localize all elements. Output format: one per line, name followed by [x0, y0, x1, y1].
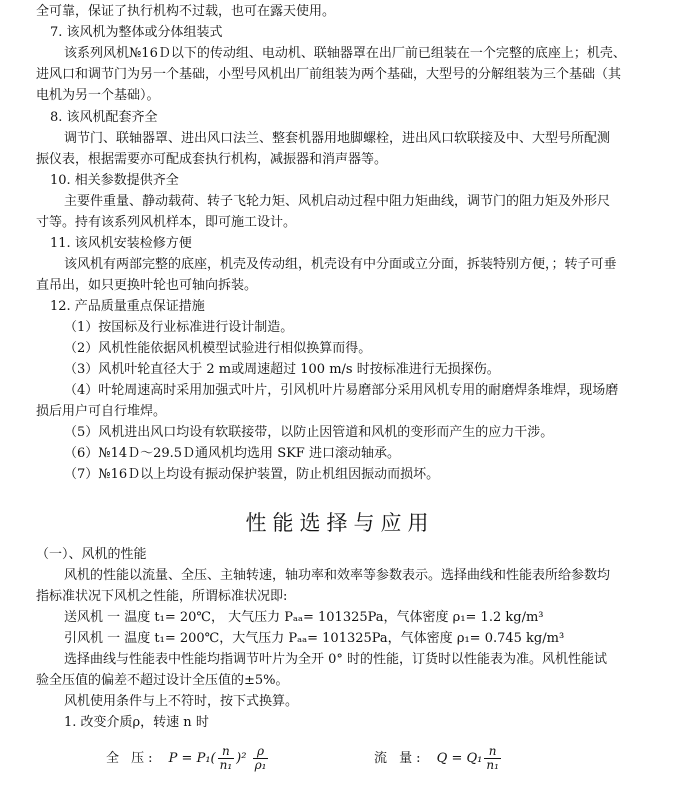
formula-flow-q1: Q₁ [466, 751, 483, 766]
formula-pressure-density-ratio: $\frac{\rho}{\text{ρ₁}}$ [254, 744, 267, 772]
formula-pressure-speed-ratio: $\frac{n}{\text{n₁}}$ [219, 744, 233, 772]
text-line: （5）风机进出风口均设有软联接带，以防止因管道和风机的变形而产生的应力干涉。 [64, 425, 554, 440]
text-line: 风机使用条件与上不符时，按下式换算。 [64, 694, 299, 709]
text-line: 直吊出，如只更换叶轮也可轴向拆装。 [36, 278, 258, 293]
text-line: （一）、风机的性能 [36, 547, 147, 562]
text-line: 1. 改变介质ρ，转速 n 时 [64, 715, 209, 730]
formula-flow-label: 流 量: [374, 751, 425, 766]
text-line: 选择曲线与性能表中性能均指调节叶片为全开 0° 时的性能，订货时以性能表为准。风机性能试 [64, 652, 608, 667]
formula-pressure-p1: P₁( [196, 751, 216, 766]
text-line: （1）按国标及行业标准进行设计制造。 [64, 320, 294, 335]
text-line: （3）风机叶轮直径大于 2 m或周速超过 100 m/s 时按标准进行无损探伤。 [64, 362, 500, 377]
text-line: 寸等。持有该系列风机样本，即可施工设计。 [36, 215, 297, 230]
text-line: 电机为另一个基础）。 [36, 88, 160, 103]
text-line: （7）№16Ｄ以上均设有振动保护装置，防止机组因振动而损坏。 [64, 467, 440, 482]
text-line: 主要件重量、静动载荷、转子飞轮力矩、风机启动过程中阻力矩曲线，调节门的阻力矩及外形尺 [64, 194, 611, 209]
formula-pressure-label: 全 压: [106, 751, 157, 766]
text-line: 指标准状况下风机之性能，所谓标准状况即: [36, 589, 288, 604]
text-line: （4）叶轮周速高时采用加强式叶片，引风机叶片易磨部分采用风机专用的耐磨焊条堆焊，现场磨 [64, 383, 619, 398]
formula-pressure [106, 745, 270, 772]
text-line: 全可靠，保证了执行机构不过载，也可在露天使用。 [36, 4, 336, 19]
text-line: 7. 该风机为整体或分体组装式 [50, 25, 223, 40]
text-line: （2）风机性能依据风机模型试验进行相似换算而得。 [64, 341, 372, 356]
text-line: 振仪表，根据需要亦可配成套执行机构，减振器和消声器等。 [36, 152, 388, 167]
text-line: （6）№14Ｄ～29.5Ｄ通风机均选用 SKF 进口滚动轴承。 [64, 446, 400, 461]
text-line: 11. 该风机安装检修方便 [50, 236, 192, 251]
text-line: 该系列风机№16Ｄ以下的传动组、电动机、联轴器罩在出厂前已组装在一个完整的底座上；机壳、 [64, 46, 626, 61]
section-title: 性能选择与应用 [245, 511, 435, 535]
text-line: 风机的性能以流量、全压、主轴转速，轴功率和效率等参数表示。选择曲线和性能表所给参数均 [64, 568, 611, 583]
text-line: 进风口和调节门为另一个基础，小型号风机出厂前组装为两个基础，大型号的分解组装为三个基础（其 [36, 67, 622, 82]
text-line: 验全压值的偏差不超过设计全压值的±5%。 [36, 673, 289, 688]
text-line: 损后用户可自行堆焊。 [36, 404, 167, 419]
text-line: 12. 产品质量重点保证措施 [50, 299, 205, 314]
formula-flow-lhs: Q = [436, 751, 463, 766]
formula-flow [374, 745, 503, 772]
text-line: 8. 该风机配套齐全 [50, 110, 158, 125]
formula-pressure-square: )² [236, 751, 247, 766]
text-line: 该风机有两部完整的底座，机壳及传动组，机壳设有中分面或立分面，拆装特别方便，；转子可垂 [64, 257, 617, 272]
text-line: 10. 相关参数提供齐全 [50, 173, 179, 188]
text-line: 送风机 一 温度 t₁= 20℃， 大气压力 Pₐₐ= 101325Pa，气体密度 ρ₁= 1.2 kg/m³ [64, 610, 544, 625]
text-line: 引风机 一 温度 t₁= 200℃，大气压力 Pₐₐ= 101325Pa，气体密度 ρ₁= 0.745 kg/m³ [64, 631, 565, 646]
formula-flow-speed-ratio: $\frac{n}{\text{n₁}}$ [486, 744, 499, 772]
formula-pressure-lhs: P = [168, 751, 193, 766]
text-line: 调节门、联轴器罩、进出风口法兰、整套机器用地脚螺栓，进出风口软联接及中、大型号所配测 [64, 131, 611, 146]
